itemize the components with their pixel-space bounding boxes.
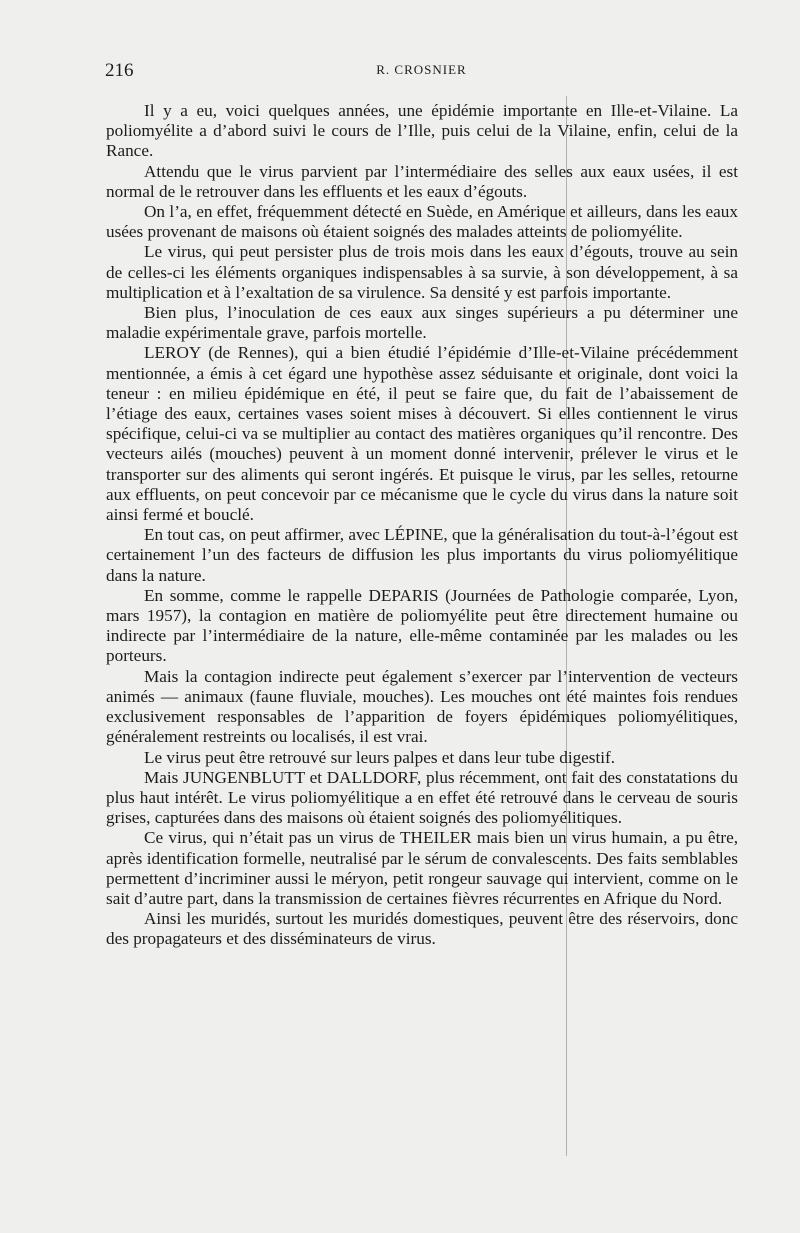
paragraph: Mais JUNGENBLUTT et DALLDORF, plus récemment, ont fait des constatations du plus haut intérêt. Le virus poliomyélitique a en effet été retrouvé dans le cerveau de souris grises, capturées dans des maisons où étaient soignés des poliomyélitiques.	[106, 767, 738, 828]
paragraph: Ce virus, qui n’était pas un virus de THEILER mais bien un virus humain, a pu être, après identification formelle, neutralisé par le sérum de convalescents. Des faits semblables permettent d’incriminer aussi le méryon, petit rongeur sauvage qui intervient, comme on le sait d’autre part, dans la transmission de certaines fièvres récurrentes en Afrique du Nord.	[106, 828, 738, 908]
paragraph: En tout cas, on peut affirmer, avec LÉPINE, que la généralisation du tout-à-l’égout est certainement l’un des facteurs de diffusion les plus importants du virus poliomyélitique dans la nature.	[106, 525, 738, 585]
paragraph: Attendu que le virus parvient par l’intermédiaire des selles aux eaux usées, il est normal de le retrouver dans les effluents et les eaux d’égouts.	[106, 161, 738, 201]
page-header	[105, 60, 738, 88]
body-text	[106, 101, 738, 950]
page-number: 216	[105, 60, 134, 81]
paragraph: Bien plus, l’inoculation de ces eaux aux singes supérieurs a pu déterminer une maladie expérimentale grave, parfois mortelle.	[106, 303, 738, 343]
paragraph: Le virus, qui peut persister plus de trois mois dans les eaux d’égouts, trouve au sein de celles-ci les éléments organiques indispensables à sa survie, à son développement, à sa multiplication et à l’exaltation de sa virulence. Sa densité y est parfois importante.	[106, 242, 738, 302]
paragraph: LEROY (de Rennes), qui a bien étudié l’épidémie d’Ille-et-Vilaine précédemment mentionnée, a émis à cet égard une hypothèse assez séduisante et originale, dont voici la teneur : en milieu épidémique en été, il peut se faire que, du fait de l’abaissement de l’étiage des eaux, certaines vases soient mises à découvert. Si elles contiennent le virus spécifique, celui-ci va se multiplier au contact des matières organiques qu’il rencontre. Des vecteurs ailés (mouches) peuvent à un moment donné intervenir, prélever le virus et le transporter sur des aliments qui seront ingérés. Et puisque le virus, par les selles, retourne aux effluents, on peut concevoir par ce mécanisme que le cycle du virus dans la nature soit ainsi fermé et bouclé.	[106, 343, 738, 525]
paragraph: Il y a eu, voici quelques années, une épidémie importante en Ille-et-Vilaine. La poliomyélite a d’abord suivi le cours de l’Ille, puis celui de la Vilaine, enfin, celui de la Rance.	[106, 101, 738, 161]
paragraph: En somme, comme le rappelle DEPARIS (Journées de Pathologie comparée, Lyon, mars 1957), la contagion en matière de poliomyélite peut être directement humaine ou indirecte par l’intermédiaire de la nature, elle-même contaminée par les malades ou les porteurs.	[106, 585, 738, 666]
paragraph: Mais la contagion indirecte peut également s’exercer par l’intervention de vecteurs animés — animaux (faune fluviale, mouches). Les mouches ont été maintes fois rendues exclusivement responsables de l’apparition de foyers épidémiques poliomyélitiques, généralement restreints ou localisés, il est vrai.	[106, 666, 738, 747]
paragraph: Ainsi les muridés, surtout les muridés domestiques, peuvent être des réservoirs, donc des propagateurs et des disséminateurs de virus.	[106, 909, 738, 949]
paragraph: Le virus peut être retrouvé sur leurs palpes et dans leur tube digestif.	[144, 747, 616, 767]
running-head: R. CROSNIER	[376, 62, 467, 77]
paragraph: On l’a, en effet, fréquemment détecté en Suède, en Amérique et ailleurs, dans les eaux usées provenant de maisons où étaient soignés des malades atteints de poliomyélite.	[106, 202, 738, 242]
